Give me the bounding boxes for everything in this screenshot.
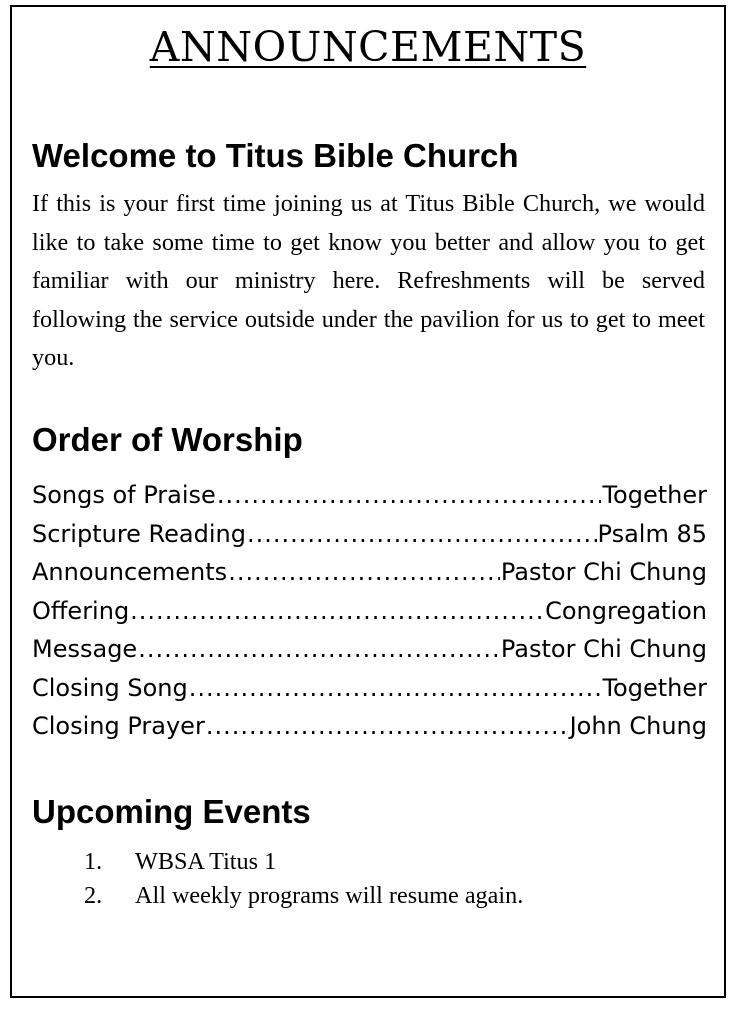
dot-leader: [206, 707, 569, 746]
worship-item: Announcements: [32, 558, 228, 586]
order-of-worship-heading: Order of Worship: [32, 421, 303, 458]
announcement-sheet: [10, 5, 726, 998]
dot-leader: [130, 592, 544, 631]
upcoming-events-heading: Upcoming Events: [32, 793, 311, 830]
worship-leader: John Chung: [569, 712, 707, 740]
worship-item: Offering: [32, 596, 130, 625]
dot-leader: [189, 669, 602, 708]
worship-leader: Together: [602, 673, 707, 702]
welcome-heading: Welcome to Titus Bible Church: [32, 137, 519, 174]
worship-item: Closing Prayer: [32, 712, 205, 740]
worship-leader: Pastor Chi Chung: [500, 558, 707, 586]
upcoming-events-list: [32, 845, 707, 913]
list-text: All weekly programs will resume again.: [135, 882, 524, 909]
worship-leader: Pastor Chi Chung: [500, 635, 707, 663]
worship-item: Message: [32, 635, 138, 663]
worship-row: [32, 669, 707, 708]
order-of-worship-list: [32, 476, 707, 746]
list-text: WBSA Titus 1: [135, 848, 277, 875]
dot-leader: [228, 553, 500, 592]
worship-row: [32, 476, 707, 515]
worship-leader: Together: [602, 481, 707, 509]
list-number: 1.: [84, 848, 103, 875]
worship-row: [32, 553, 707, 592]
worship-leader: Psalm 85: [597, 519, 707, 548]
list-item: [32, 879, 707, 913]
worship-row: [32, 707, 707, 746]
worship-row: [32, 515, 707, 554]
page-title: [12, 25, 724, 70]
worship-item: Scripture Reading: [32, 519, 246, 548]
worship-leader: Congregation: [545, 596, 707, 625]
dot-leader: [138, 630, 500, 669]
dot-leader: [217, 476, 602, 515]
page-title-text: ANNOUNCEMENTS: [149, 23, 587, 71]
list-item: [32, 845, 707, 879]
dot-leader: [247, 515, 597, 554]
welcome-paragraph: If this is your first time joining us at Titus Bible Church, we would like to take some time to get know you better and allow you to get familiar with our ministry here. Refreshments will be served following the service outside under the pavilion for us to get to meet you.: [32, 190, 705, 371]
list-number: 2.: [84, 882, 103, 909]
worship-row: [32, 630, 707, 669]
worship-item: Closing Song: [32, 673, 188, 702]
worship-item: Songs of Praise: [32, 481, 216, 509]
worship-row: [32, 592, 707, 631]
